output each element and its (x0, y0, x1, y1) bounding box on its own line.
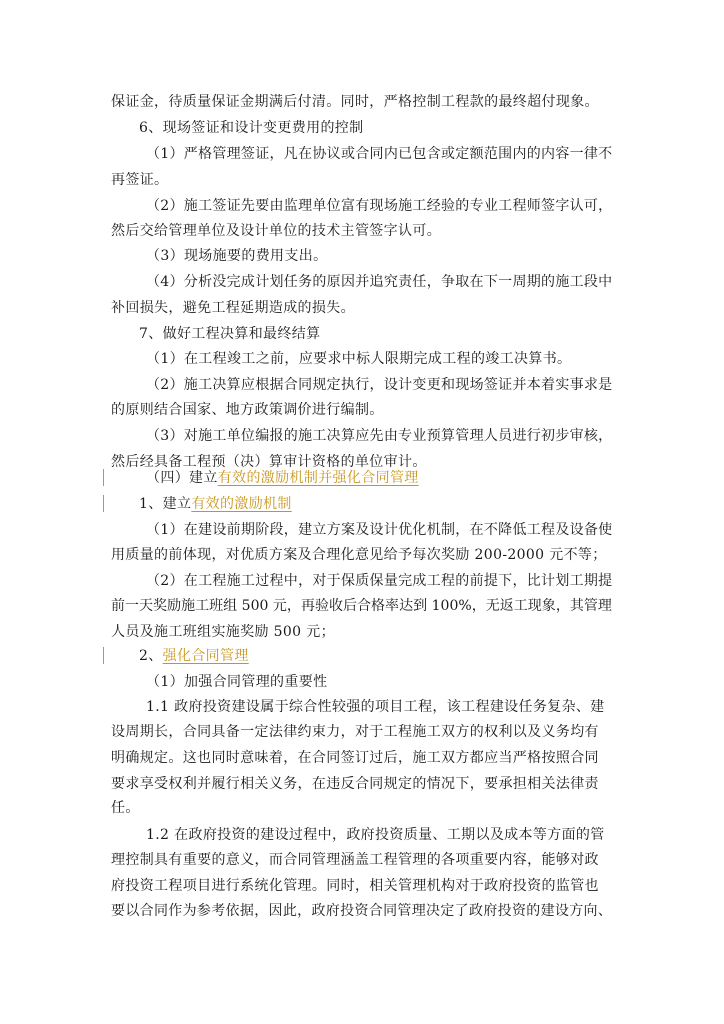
paragraph-line: （2）在工程施工过程中，对于保质保量完成工程的前提下，比计划工期提 (146, 573, 613, 589)
paragraph-line: 用质量的前体现，对优质方案及合理化意见给予每次奖励 200-2000 元不等； (111, 547, 607, 563)
heading-prefix: 1、建立 (139, 496, 192, 512)
paragraph-line: 然后交给管理单位及设计单位的技术主管签字认可。 (111, 223, 442, 239)
paragraph-line: （1）加强合同管理的重要性 (146, 674, 328, 690)
paragraph-line: 1.1 政府投资建设属于综合性较强的项目工程，该工程建设任务复杂、建 (146, 699, 605, 715)
paragraph-line: （3）对施工单位编报的施工决算应先由专业预算管理人员进行初步审核， (146, 428, 613, 444)
paragraph-line: 再签证。 (111, 172, 169, 188)
section-heading-4 (146, 470, 419, 486)
paragraph-line: 的原则结合国家、地方政策调价进行编制。 (111, 402, 384, 418)
paragraph-line: 补回损失，避免工程延期造成的损失。 (111, 300, 355, 316)
heading-prefix: （四）建立 (146, 470, 218, 486)
paragraph-line: 前一天奖励施工班组 500 元，再验收后合格率达到 100%，无返工现象，其管理 (111, 598, 612, 614)
tracked-change-text: 有效的激励机制并强化合同管理 (217, 470, 419, 486)
section-heading-6: 6、现场签证和设计变更费用的控制 (139, 120, 364, 136)
paragraph-line: 府投资工程项目进行系统化管理。同时，相关管理机构对于政府投资的监管也 (111, 878, 599, 894)
paragraph-line: （3）现场施要的费用支出。 (146, 248, 328, 264)
paragraph-line: 人员及施工班组实施奖励 500 元； (111, 624, 335, 640)
tracked-change-text: 有效的激励机制 (191, 496, 292, 512)
paragraph-line: 任。 (111, 800, 140, 816)
paragraph-line: 明确规定。这也同时意味着，在合同签订过后，施工双方都应当严格按照合同 (111, 750, 599, 766)
subsection-heading-2 (139, 648, 249, 664)
paragraph-line: （1）在建设前期阶段，建立方案及设计优化机制，在不降低工程及设备使 (146, 522, 613, 538)
paragraph-line: 然后经具备工程预（决）算审计资格的单位审计。 (111, 454, 427, 470)
paragraph-line: 要求享受权利并履行相关义务，在违反合同规定的情况下，要承担相关法律责 (111, 776, 599, 792)
heading-prefix: 2、 (139, 648, 163, 664)
revision-bar (103, 495, 104, 512)
paragraph-line: 理控制具有重要的意义，而合同管理涵盖工程管理的各项重要内容，能够对政 (111, 852, 599, 868)
paragraph-line: （2）施工签证先要由监理单位富有现场施工经验的专业工程师签字认可， (146, 198, 613, 214)
paragraph-line: （1）严格管理签证，凡在协议或合同内已包含或定额范围内的内容一律不 (146, 146, 613, 162)
revision-bar (103, 469, 104, 486)
paragraph-line: （4）分析没完成计划任务的原因并追究责任，争取在下一周期的施工段中 (146, 274, 613, 290)
paragraph-line: 要以合同作为参考依据，因此，政府投资合同管理决定了政府投资的建设方向、 (111, 903, 613, 919)
paragraph-line: 设周期长，合同具备一定法律约束力，对于工程施工双方的权利以及义务均有 (111, 724, 599, 740)
paragraph-line: （2）施工决算应根据合同规定执行，设计变更和现场签证并本着实事求是 (146, 377, 613, 393)
tracked-change-text: 强化合同管理 (162, 648, 249, 664)
section-heading-7: 7、做好工程决算和最终结算 (139, 326, 321, 342)
subsection-heading-1 (139, 496, 292, 512)
revision-bar (103, 647, 104, 664)
paragraph-line: 1.2 在政府投资的建设过程中，政府投资质量、工期以及成本等方面的管 (146, 827, 605, 843)
paragraph-line: 保证金，待质量保证金期满后付清。同时，严格控制工程款的最终超付现象。 (111, 94, 599, 110)
paragraph-line: （1）在工程竣工之前，应要求中标人限期完成工程的竣工决算书。 (146, 351, 572, 367)
